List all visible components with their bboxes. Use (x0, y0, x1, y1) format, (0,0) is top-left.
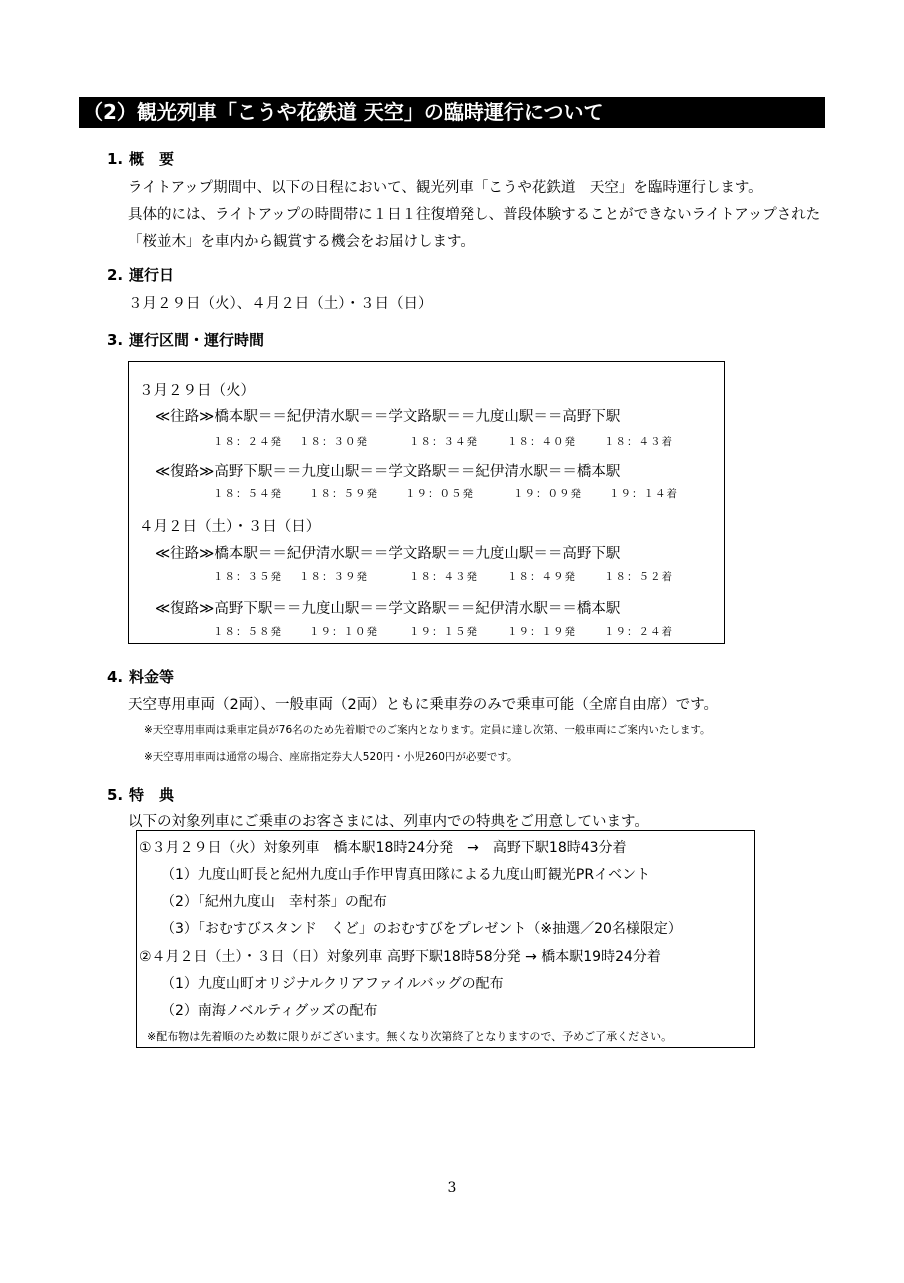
day1-outbound-time: １８：２４発 (213, 436, 282, 448)
day1-outbound-route: ≪往路≫橋本駅＝＝紀伊清水駅＝＝学文路駅＝＝九度山駅＝＝高野下駅 (155, 409, 621, 425)
timetable-box (128, 361, 725, 644)
day1-outbound-time: １８：４０発 (507, 436, 576, 448)
section-5-heading (107, 784, 174, 805)
day1-inbound-time: １８：５９発 (309, 488, 378, 500)
day1-inbound-time: １８：５４発 (213, 488, 282, 500)
day2-date: ４月２日（土）・３日（日） (139, 519, 321, 535)
section-4-note-2: ※天空専用車両は通常の場合、座席指定券大人520円・小児260円が必要です。 (144, 751, 518, 763)
day2-inbound-time: １９：１９発 (507, 626, 576, 638)
day2-outbound-route: ≪往路≫橋本駅＝＝紀伊清水駅＝＝学文路駅＝＝九度山駅＝＝高野下駅 (155, 546, 621, 562)
benefits-note: ※配布物は先着順のため数に限りがございます。無くなり次第終了となりますので、予めご了承ください。 (147, 1030, 673, 1043)
benefit-train-1: ①３月２９日（火）対象列車 橋本駅18時24分発 → 高野下駅18時43分着 (139, 840, 627, 856)
day2-inbound-time: １９：２４着 (604, 626, 673, 638)
section-5-title: 特 典 (129, 786, 175, 804)
day1-outbound-time: １８：４３着 (604, 436, 673, 448)
benefit-train-1-item: （3）「おむすびスタンド くど」のおむすびをプレゼント（※抽選／20名様限定） (161, 921, 682, 937)
day1-inbound-time: １９：０９発 (513, 488, 582, 500)
day1-inbound-time: １９：１４着 (609, 488, 678, 500)
day2-outbound-time: １８：３５発 (213, 571, 282, 583)
day1-outbound-time: １８：３４発 (409, 436, 478, 448)
day2-outbound-time: １８：４３発 (409, 571, 478, 583)
day2-inbound-time: １９：１０発 (309, 626, 378, 638)
day2-outbound-time: １８：４９発 (507, 571, 576, 583)
section-2-title: 運行日 (129, 266, 175, 284)
section-4-number: 4. (107, 668, 124, 686)
benefit-train-1-item: （2）「紀州九度山 幸村茶」の配布 (161, 894, 387, 910)
day2-outbound-time: １８：３９発 (299, 571, 368, 583)
section-1-heading (107, 148, 174, 169)
section-5-number: 5. (107, 786, 124, 804)
day1-inbound-time: １９：０５発 (405, 488, 474, 500)
section-3-heading (107, 329, 264, 350)
section-3-title: 運行区間・運行時間 (129, 331, 265, 349)
section-4-heading (107, 666, 174, 687)
day1-outbound-time: １８：３０発 (299, 436, 368, 448)
benefit-train-2: ②４月２日（土）・３日（日）対象列車 高野下駅18時58分発 → 橋本駅19時24分着 (139, 949, 661, 965)
section-4-title: 料金等 (129, 668, 175, 686)
day2-inbound-route: ≪復路≫高野下駅＝＝九度山駅＝＝学文路駅＝＝紀伊清水駅＝＝橋本駅 (155, 601, 621, 617)
section-4-note-1: ※天空専用車両は乗車定員が76名のため先着順でのご案内となります。定員に達し次第、一般車両にご案内いたします。 (144, 724, 711, 736)
day2-inbound-time: １９：１５発 (409, 626, 478, 638)
day2-inbound-time: １８：５８発 (213, 626, 282, 638)
section-4-text: 天空専用車両（2両）、一般車両（2両）ともに乗車券のみで乗車可能（全席自由席）です。 (128, 697, 719, 713)
section-banner-title: （2）観光列車「こうや花鉄道 天空」の臨時運行について (79, 97, 825, 128)
section-1-line-2: 具体的には、ライトアップの時間帯に１日１往復増発し、普段体験することができないライトアップされた (128, 207, 821, 223)
section-1-number: 1. (107, 150, 124, 168)
day2-outbound-time: １８：５２着 (604, 571, 673, 583)
section-2-text: ３月２９日（火）、４月２日（土）・３日（日） (128, 296, 433, 312)
day1-inbound-route: ≪復路≫高野下駅＝＝九度山駅＝＝学文路駅＝＝紀伊清水駅＝＝橋本駅 (155, 464, 621, 480)
section-3-number: 3. (107, 331, 124, 349)
benefits-box (136, 830, 755, 1048)
section-2-number: 2. (107, 266, 124, 284)
section-1-line-3: 「桜並木」を車内から観賞する機会をお届けします。 (128, 234, 475, 250)
section-2-heading (107, 264, 174, 285)
section-1-line-1: ライトアップ期間中、以下の日程において、観光列車「こうや花鉄道 天空」を臨時運行します。 (128, 180, 763, 196)
page-number: 3 (447, 1180, 457, 1196)
day1-date: ３月２９日（火） (139, 383, 255, 399)
benefit-train-2-item: （1）九度山町オリジナルクリアファイルバッグの配布 (161, 976, 504, 992)
benefit-train-1-item: （1）九度山町長と紀州九度山手作甲冑真田隊による九度山町観光PRイベント (161, 867, 651, 883)
section-1-title: 概 要 (129, 150, 175, 168)
section-5-text: 以下の対象列車にご乗車のお客さまには、列車内での特典をご用意しています。 (128, 814, 649, 830)
benefit-train-2-item: （2）南海ノベルティグッズの配布 (161, 1003, 378, 1019)
